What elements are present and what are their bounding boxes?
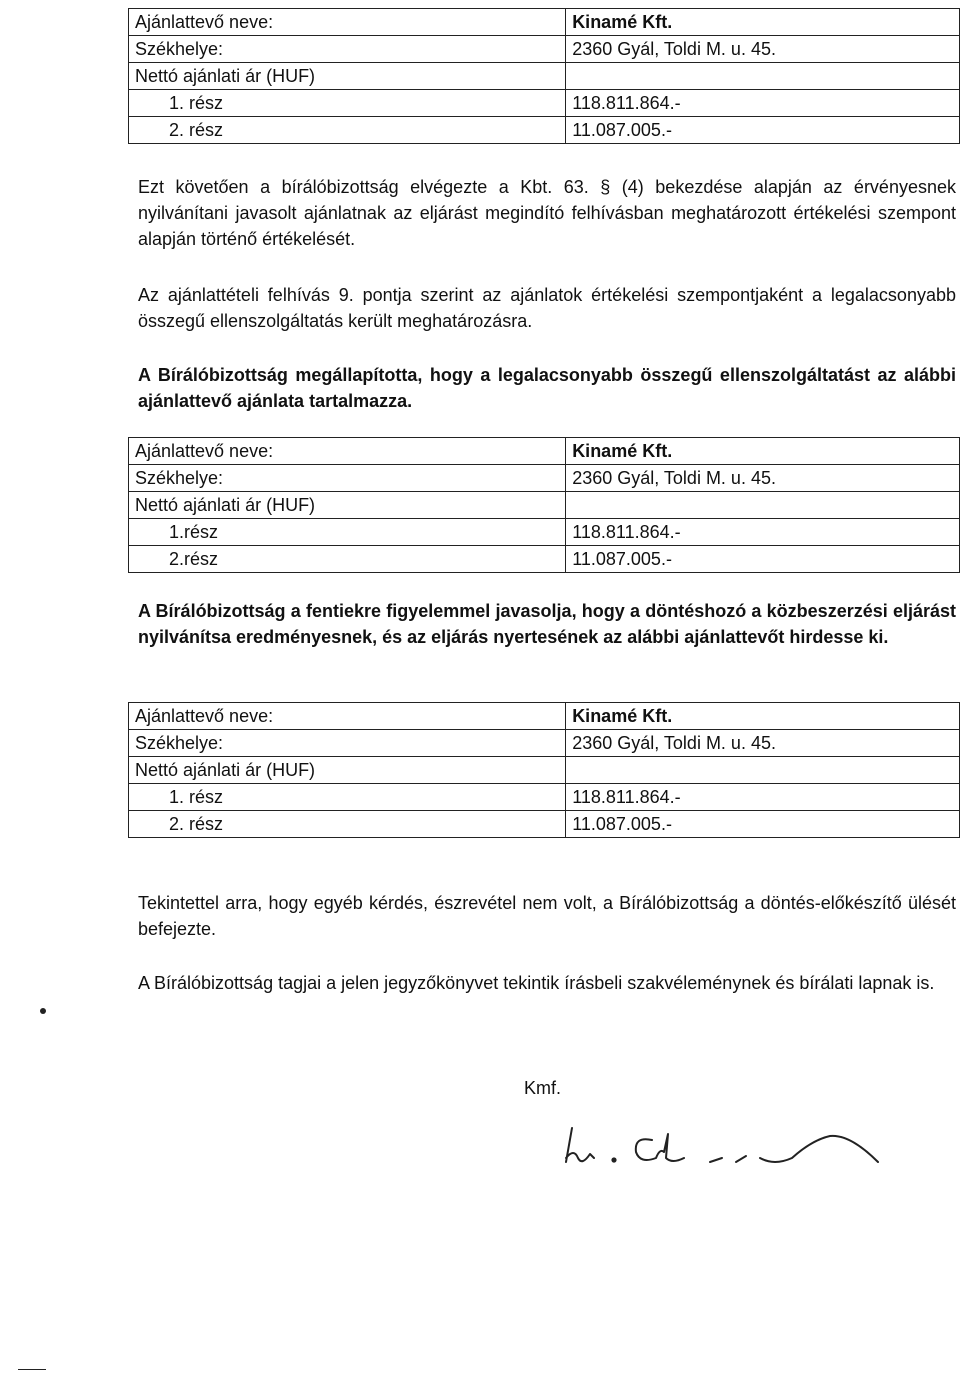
paragraph-evaluation: Ezt követően a bírálóbizottság elvégezte a Kbt. 63. § (4) bekezdése alapján az érvényesnek nyilvánítani javasolt ajánlatnak az eljárást megindító felhívásban meghatározott értékelési szempont alapján történő értékelését. — [138, 177, 956, 249]
table-label-net-price: Nettó ajánlati ár (HUF) — [129, 757, 566, 784]
table-value-seat: 2360 Gyál, Toldi M. u. 45. — [566, 36, 960, 63]
closing-mark: Kmf. — [524, 1078, 562, 1098]
table-label-part-1: 1. rész — [129, 90, 566, 117]
table-value-part-1: 118.811.864.- — [566, 90, 960, 117]
table-label-part-2: 2. rész — [129, 811, 566, 838]
table-label-part-1: 1.rész — [129, 519, 566, 546]
offer-table-3 — [128, 702, 960, 838]
table-label-bidder: Ajánlattevő neve: — [129, 9, 566, 36]
table-value-seat: 2360 Gyál, Toldi M. u. 45. — [566, 730, 960, 757]
table-label-part-1: 1. rész — [129, 784, 566, 811]
table-row — [129, 90, 960, 117]
table-row — [129, 63, 960, 90]
table-row — [129, 730, 960, 757]
paragraph-members-statement: A Bírálóbizottság tagjai a jelen jegyzőkönyvet tekintik írásbeli szakvéleménynek és bírálati lapnak is. — [138, 973, 935, 993]
table-label-part-2: 2.rész — [129, 546, 566, 573]
table-row — [129, 546, 960, 573]
table-row — [129, 757, 960, 784]
table-value-bidder: Kinamé Kft. — [566, 438, 960, 465]
table-label-bidder: Ajánlattevő neve: — [129, 703, 566, 730]
signature-icon — [560, 1118, 940, 1178]
table-value-seat: 2360 Gyál, Toldi M. u. 45. — [566, 465, 960, 492]
offer-table-1 — [128, 8, 960, 144]
footer-divider — [18, 1369, 46, 1370]
table-row — [129, 519, 960, 546]
table-label-seat: Székhelye: — [129, 730, 566, 757]
paragraph-proposal: A Bírálóbizottság a fentiekre figyelemmel javasolja, hogy a döntéshozó a közbeszerzési eljárást nyilvánítsa eredményesnek, és az eljárás nyertesének az alábbi ajánlattevőt hirdesse ki. — [138, 601, 956, 647]
offer-table-2 — [128, 437, 960, 573]
table-value-part-2: 11.087.005.- — [566, 811, 960, 838]
table-value-part-1: 118.811.864.- — [566, 784, 960, 811]
table-value-net-price — [566, 492, 960, 519]
margin-dot — [40, 1008, 46, 1014]
table-row — [129, 703, 960, 730]
table-label-part-2: 2. rész — [129, 117, 566, 144]
table-row — [129, 492, 960, 519]
table-value-net-price — [566, 63, 960, 90]
table-row — [129, 811, 960, 838]
table-label-net-price: Nettó ajánlati ár (HUF) — [129, 492, 566, 519]
table-label-seat: Székhelye: — [129, 36, 566, 63]
table-row — [129, 9, 960, 36]
table-row — [129, 465, 960, 492]
table-value-part-2: 11.087.005.- — [566, 117, 960, 144]
paragraph-finding: A Bírálóbizottság megállapította, hogy a legalacsonyabb összegű ellenszolgáltatást az alábbi ajánlattevő ajánlata tartalmazza. — [138, 365, 956, 411]
table-value-bidder: Kinamé Kft. — [566, 9, 960, 36]
table-value-part-2: 11.087.005.- — [566, 546, 960, 573]
table-row — [129, 117, 960, 144]
paragraph-closing-session: Tekintettel arra, hogy egyéb kérdés, észrevétel nem volt, a Bírálóbizottság a döntés-előkészítő ülését befejezte. — [138, 893, 956, 939]
table-label-net-price: Nettó ajánlati ár (HUF) — [129, 63, 566, 90]
table-label-seat: Székhelye: — [129, 465, 566, 492]
paragraph-criteria: Az ajánlattételi felhívás 9. pontja szerint az ajánlatok értékelési szempontjaként a legalacsonyabb összegű ellenszolgáltatás került meghatározásra. — [138, 285, 956, 331]
table-value-net-price — [566, 757, 960, 784]
table-value-bidder: Kinamé Kft. — [566, 703, 960, 730]
table-value-part-1: 118.811.864.- — [566, 519, 960, 546]
table-label-bidder: Ajánlattevő neve: — [129, 438, 566, 465]
table-row — [129, 36, 960, 63]
table-row — [129, 438, 960, 465]
table-row — [129, 784, 960, 811]
